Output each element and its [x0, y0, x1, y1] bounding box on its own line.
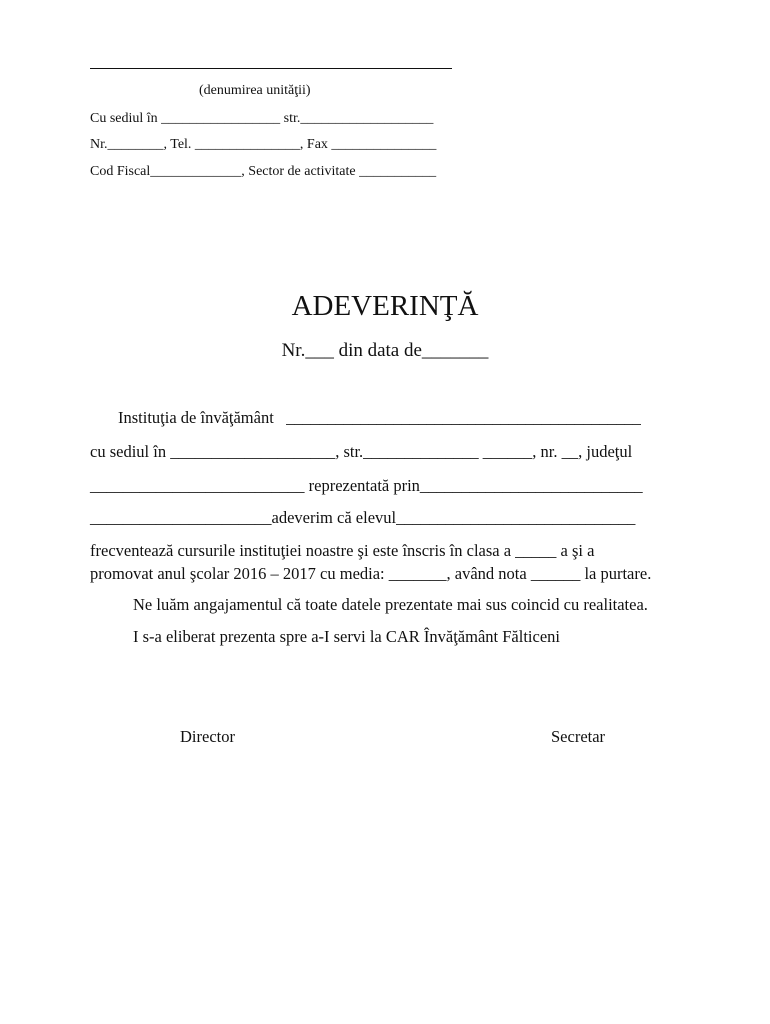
signature-director: Director — [180, 727, 235, 746]
body-line-student: ______________________adeverim că elevul_____________________________ — [90, 508, 636, 527]
fiscal-line: Cod Fiscal_____________, Sector de activitate ___________ — [90, 164, 437, 179]
document-title: ADEVERINŢĂ — [291, 290, 479, 322]
unit-name-line — [90, 68, 452, 69]
body-line-address: cu sediul în ____________________, str.______________ ______, nr. __, judeţul — [90, 442, 633, 461]
body-line-attendance: frecventează cursurile instituţiei noastre şi este înscris în clasa a _____ a şi a — [90, 541, 595, 560]
contact-line: Nr.________, Tel. _______________, Fax _______________ — [90, 137, 437, 152]
document-number-line: Nr.___ din data de_______ — [281, 340, 489, 361]
unit-caption: (denumirea unităţii) — [199, 83, 311, 98]
signature-secretary: Secretar — [551, 727, 606, 746]
body-line-promotion: promovat anul şcolar 2016 – 2017 cu media: _______, având nota ______ la purtare. — [90, 564, 652, 583]
body-line-commitment: Ne luăm angajamentul că toate datele prezentate mai sus coincid cu realitatea. — [133, 595, 648, 614]
body-line-representative: __________________________ reprezentată prin___________________________ — [90, 476, 643, 495]
address-line: Cu sediul în _________________ str.___________________ — [90, 111, 434, 126]
body-line-issued: I s-a eliberat prezenta spre a-I servi la CAR Învăţământ Fălticeni — [133, 627, 560, 646]
body-line-institution: Instituţia de învăţământ ___________________________________________ — [118, 408, 641, 427]
